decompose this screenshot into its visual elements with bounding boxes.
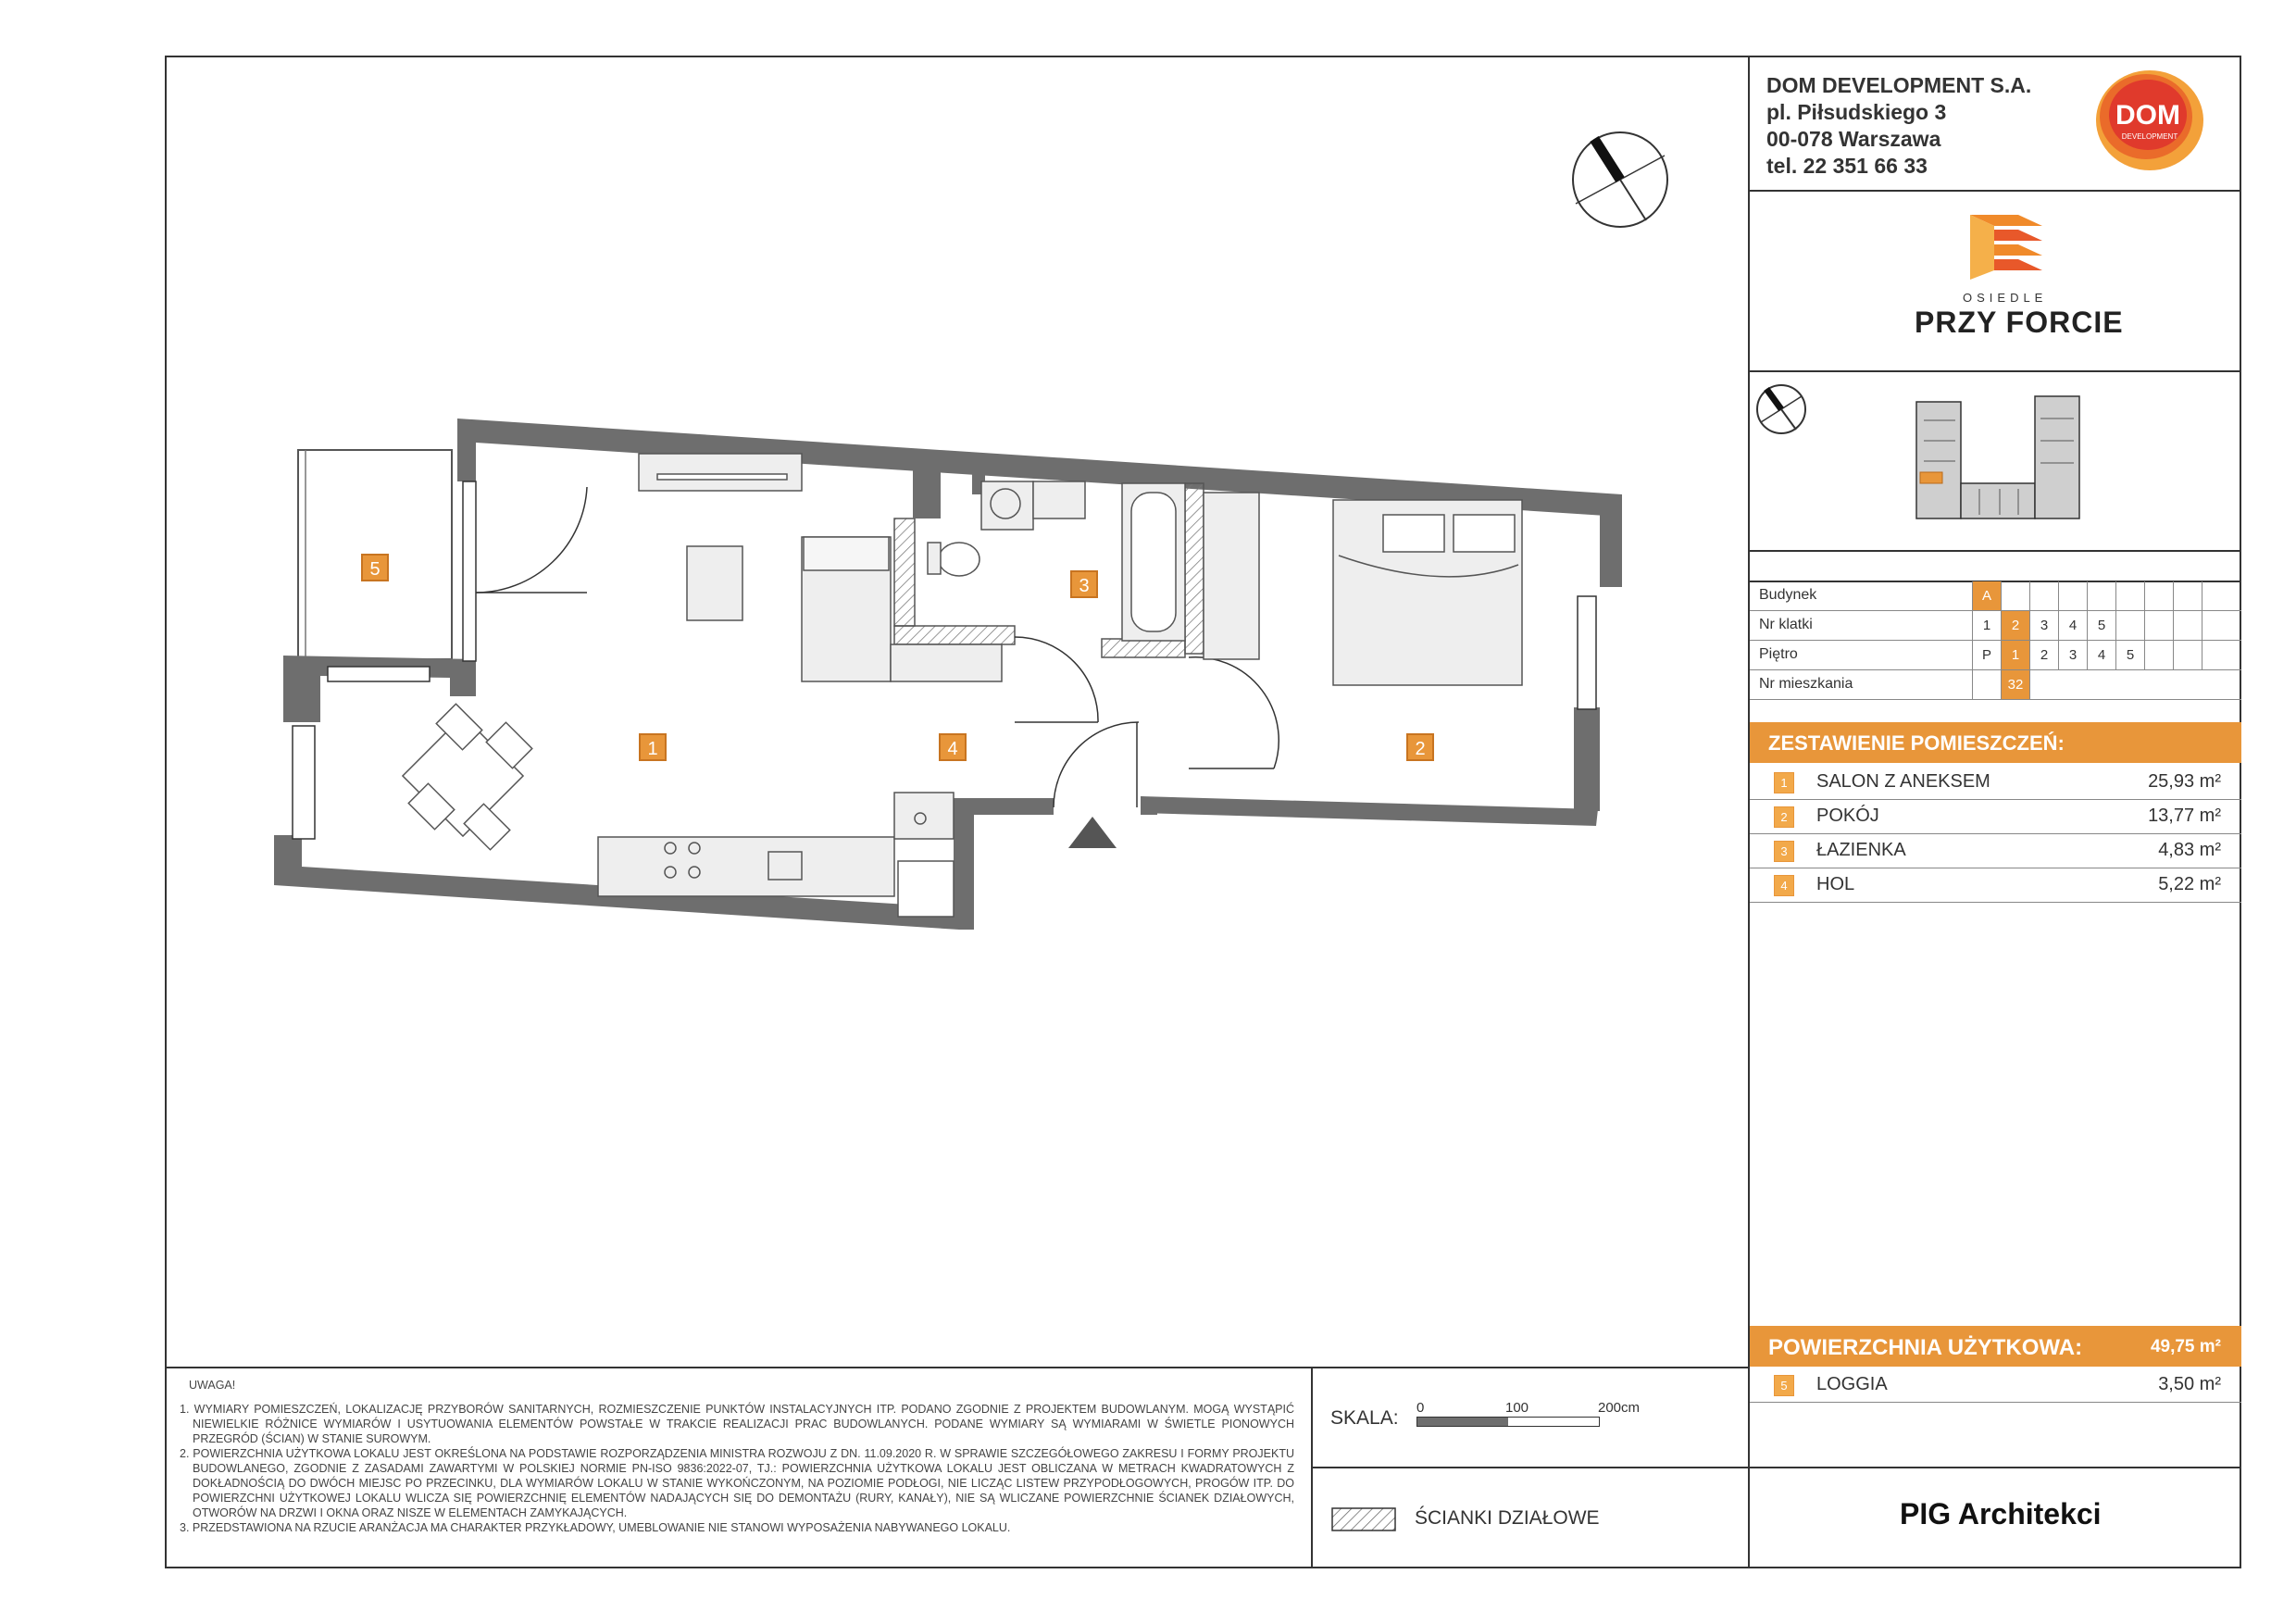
info-cell: 1	[2001, 641, 2029, 669]
keyplan-divider	[1750, 550, 2241, 552]
info-cell: 5	[2087, 611, 2115, 640]
company-name: DOM DEVELOPMENT S.A.	[1766, 73, 2032, 97]
keyplan-compass-icon	[1753, 381, 1809, 437]
architect-name: PIG Architekci	[1900, 1497, 2102, 1530]
floor-plan	[259, 398, 1629, 954]
room-row	[1750, 800, 2241, 834]
info-cell: 3	[2029, 611, 2058, 640]
info-row-budynek	[1750, 581, 2241, 611]
room-number-badge: 1	[1774, 772, 1794, 793]
scale-tick-200: 200cm	[1598, 1400, 1641, 1416]
company-city: 00-078 Warszawa	[1766, 127, 1941, 151]
usable-area-bar	[1750, 1326, 2241, 1367]
room-area: 4,83 m²	[2158, 840, 2221, 860]
plan-label-loggia: 5	[361, 554, 389, 581]
info-cell: 4	[2087, 641, 2115, 669]
info-label: Nr klatki	[1759, 617, 1813, 632]
room-row	[1750, 868, 2241, 903]
north-arrow-icon	[1566, 126, 1674, 233]
scale-bar	[1416, 1417, 1600, 1427]
loggia-area: 3,50 m²	[2158, 1374, 2221, 1394]
room-name: HOL	[1816, 874, 1855, 894]
info-cell-empty	[2115, 581, 2144, 610]
furniture	[598, 454, 1522, 917]
note-item: 2. POWIERZCHNIA UŻYTKOWA LOKALU JEST OKREŚLONA NA PODSTAWIE ROZPORZĄDZENIA MINISTRA ROZWOJU Z DN. 11.09.2020 R. W SPRAWIE SZCZEGÓŁOWEGO ZAKRESU I FORMY PROJEKTU BUDOWLANEGO, ZGODNIE Z ZASADAMI ZAWARTYMI W POLSKIEJ NORMIE PN-ISO 9836:2022-07, TJ.: POWIERZCHNIA UŻYTKOWA LOKALU JEST OBLICZANA W METRACH KWADRATOWYCH Z DOKŁADNOŚCIĄ DO DWÓCH MIEJSC PO PRZECINKU, DLA WYMIARÓW LOKALU W STANIE WYKOŃCZONYM, NA POZIOMIE PODŁOGI, NIE LICZĄC LISTEW PRZYPODŁOGOWYCH, PROGÓW ITP. DO POWIERZCHNI UŻYTKOWEJ LOKALU WLICZA SIĘ POWIERZCHNIĘ ELEMENTÓW NADAJĄCYCH SIĘ DO DEMONTAŻU (RURY, KANAŁY), NIE SĄ WLICZANE POWIERZCHNIE ŚCIANEK DZIAŁOWYCH, OTWORÓW NA DRZWI I OKNA ORAZ NISZE W ELEMENTACH ZAMYKAJĄCYCH.	[180, 1447, 1294, 1519]
dom-logo-text: DOM	[2115, 100, 2180, 131]
info-cell-empty	[2058, 581, 2087, 610]
note-item: 1. WYMIARY POMIESZCZEŃ, LOKALIZACJĘ PRZYBORÓW SANITARNYCH, ROZMIESZCZENIE PUNKTÓW INSTALACYJNYCH ITP. PODANO ZGODNIE Z PROJEKTEM BUDOWLANYM. MOGĄ WYSTĄPIĆ NIEWIELKIE RÓŻNICE WYMIARÓW I USYTUOWANIA ELEMENTÓW POWSTAŁE W TRAKCIE REALIZACJI PRAC BUDOWLANYCH. PODANE WYMIARY SĄ WYMIARAMI W ŚWIETLE PIONOWYCH PRZEGRÓD (ŚCIAN) W STANIE SUROWYM.	[180, 1403, 1294, 1445]
info-cell-empty	[2144, 641, 2173, 669]
plan-label-salon: 1	[639, 733, 667, 761]
estate-logo-mark	[1966, 209, 2046, 283]
notes-title: UWAGA!	[189, 1379, 236, 1392]
info-cell-empty	[2202, 641, 2230, 669]
estate-logo-name: PRZY FORCIE	[1915, 306, 2124, 339]
room-name: SALON Z ANEKSEM	[1816, 771, 1990, 792]
notes-block	[176, 1378, 1294, 1535]
info-cell-empty	[2115, 611, 2144, 640]
room-name: POKÓJ	[1816, 806, 1879, 826]
info-cell: 2	[2001, 611, 2029, 640]
keyplan-building-diagram	[1915, 393, 2081, 522]
scale-label: SKALA:	[1330, 1407, 1399, 1429]
note-item: 3. PRZEDSTAWIONA NA RZUCIE ARANŻACJA MA CHARAKTER PRZYKŁADOWY, UMEBLOWANIE NIE STANOWI WYPOSAŻENIA NABYWANEGO LOKALU.	[180, 1521, 1011, 1534]
loggia-name: LOGGIA	[1816, 1374, 1888, 1394]
rooms-header-text: ZESTAWIENIE POMIESZCZEŃ:	[1768, 731, 2065, 755]
room-number-badge: 3	[1774, 841, 1794, 862]
legend-label: ŚCIANKI DZIAŁOWE	[1415, 1507, 1600, 1529]
info-cell-empty	[2202, 611, 2230, 640]
info-cell-empty	[2029, 670, 2058, 699]
info-cell: A	[1972, 581, 2001, 610]
estate-logo-small: OSIEDLE	[1963, 291, 2048, 305]
plan-label-lazienka: 3	[1070, 570, 1098, 598]
info-cell: 2	[2029, 641, 2058, 669]
info-cell-empty	[2029, 581, 2058, 610]
scale-bar-fill	[1417, 1418, 1508, 1426]
info-label: Nr mieszkania	[1759, 676, 1853, 692]
plan-label-pokoj: 2	[1406, 733, 1434, 761]
notes-divider	[165, 1367, 1750, 1368]
rooms-header	[1750, 722, 2241, 763]
keyplan-apartment-marker	[1920, 472, 1942, 483]
loggia-number-badge: 5	[1774, 1375, 1794, 1396]
architect-divider	[1750, 1467, 2241, 1468]
info-label: Budynek	[1759, 587, 1817, 603]
room-name: ŁAZIENKA	[1816, 840, 1906, 860]
dom-logo-subtext: DEVELOPMENT	[2121, 132, 2178, 141]
info-cell-empty	[2144, 611, 2173, 640]
room-area: 13,77 m²	[2148, 806, 2221, 826]
company-street: pl. Piłsudskiego 3	[1766, 100, 1947, 124]
info-cell: 4	[2058, 611, 2087, 640]
hatch-legend-swatch	[1331, 1507, 1396, 1531]
info-row-klatka	[1750, 611, 2241, 641]
info-cell-empty	[2173, 581, 2202, 610]
info-label: Piętro	[1759, 646, 1798, 662]
room-number-badge: 4	[1774, 875, 1794, 896]
info-row-mieszkanie	[1750, 670, 2241, 700]
usable-area-value: 49,75 m²	[2150, 1337, 2221, 1356]
info-cell-empty	[2001, 581, 2029, 610]
company-address	[1766, 72, 2031, 180]
dining-table	[403, 704, 532, 849]
info-cell-empty	[2173, 611, 2202, 640]
info-cell-empty	[2202, 581, 2230, 610]
entrance-marker-icon	[1068, 817, 1117, 848]
info-cell-empty	[2087, 581, 2115, 610]
room-number-badge: 2	[1774, 806, 1794, 828]
room-area: 5,22 m²	[2158, 874, 2221, 894]
info-row-pietro	[1750, 641, 2241, 670]
loggia-row	[1750, 1368, 2241, 1403]
plan-label-hol: 4	[939, 733, 967, 761]
scale-tick-100: 100	[1505, 1400, 1529, 1416]
info-cell: 3	[2058, 641, 2087, 669]
info-cell-empty	[2144, 581, 2173, 610]
company-divider	[1750, 190, 2241, 192]
info-cell: 32	[2001, 670, 2029, 699]
room-area: 25,93 m²	[2148, 771, 2221, 792]
info-cell-empty	[2173, 641, 2202, 669]
company-phone: tel. 22 351 66 33	[1766, 154, 1928, 178]
info-cell: 5	[2115, 641, 2144, 669]
room-row	[1750, 834, 2241, 868]
estate-logo-divider	[1750, 370, 2241, 372]
info-cell: P	[1972, 641, 2001, 669]
room-row	[1750, 766, 2241, 800]
scale-tick-0: 0	[1416, 1400, 1425, 1416]
dom-development-logo	[2089, 65, 2209, 176]
usable-area-label: POWIERZCHNIA UŻYTKOWA:	[1768, 1335, 2083, 1360]
info-cell-empty	[1972, 670, 2001, 699]
scale-legend-divider	[1311, 1467, 1750, 1468]
info-cell: 1	[1972, 611, 2001, 640]
